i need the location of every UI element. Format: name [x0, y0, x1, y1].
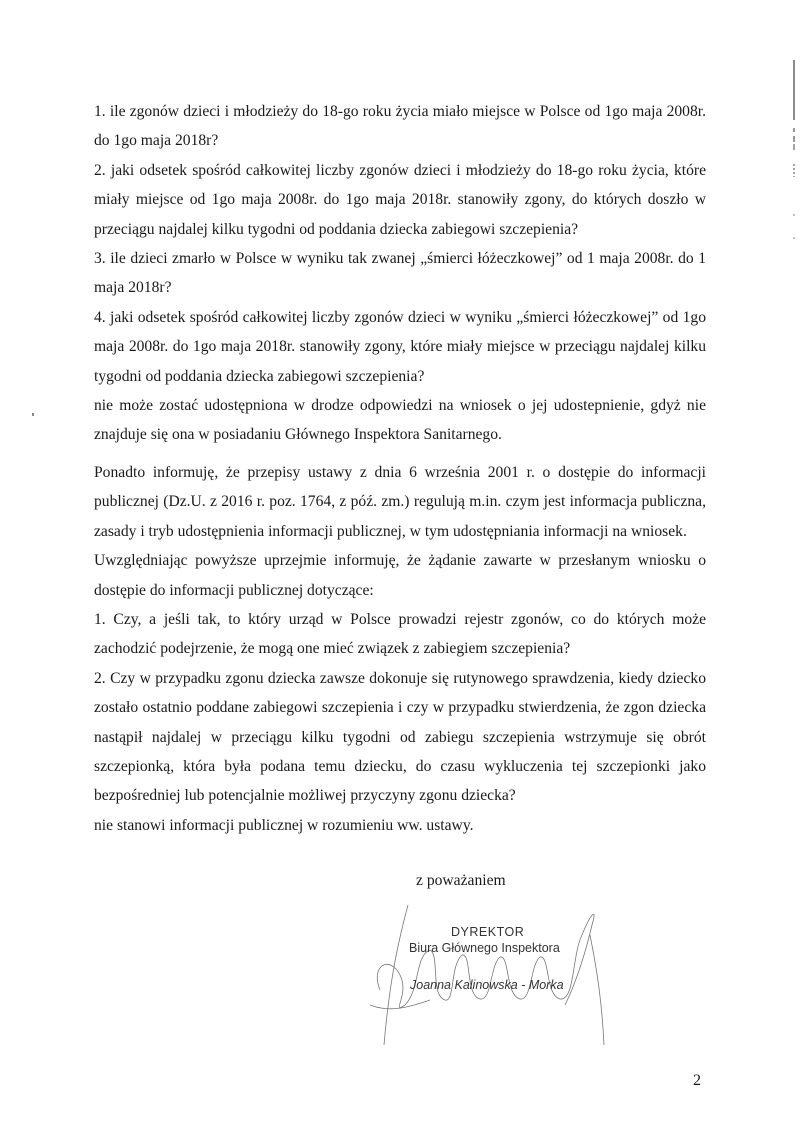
response-statement-1: nie może zostać udostępniona w drodze odpowiedzi na wniosek o jej udostepnienie, gdyż nie znajduje się ona w posiadaniu Głównego Inspektora Sanitarnego. [94, 397, 706, 444]
request-question-2: 2. Czy w przypadku zgonu dziecka zawsze dokonuje się rutynowego sprawdzenia, kiedy dziecko zostało ostatnio poddane zabiegowi szczepienia i czy w przypadku stwierdzenia, że zgon dziecka nastąpił najdalej w przeciągu kilku tygodni od zabiegu szczepienia wstrzymuje się obrót szczepionką, która była podana temu dziecku, do czasu wykluczenia tej szczepionki jako bezpośredniej lub potencjalnie możliwej przyczyny zgonu dziecka? [94, 669, 706, 805]
question-1: 1. ile zgonów dzieci i młodzieży do 18-go roku życia miało miejsce w Polsce od 1go maja 2008r. do 1go maja 2018r? [94, 103, 706, 150]
closing-salutation: z poważaniem [416, 872, 506, 889]
signatory-department: Biura Głównego Inspektora [409, 941, 560, 955]
handwritten-signature [360, 895, 620, 1045]
question-4: 4. jaki odsetek spośród całkowitej liczby zgonów dzieci w wyniku „śmierci łóżeczkowej” od 1go maja 2008r. do 1go maja 2018r. stanowiły zgony, które miały miejsce w przeciągu najdalej kilku tygodni od poddania dziecka zabiegowi szczepienia? [94, 308, 706, 385]
legal-basis-paragraph: Ponadto informuję, że przepisy ustawy z dnia 6 września 2001 r. o dostępie do informacji publicznej (Dz.U. z 2016 r. poz. 1764, z póź. zm.) regulują m.in. czym jest informacja publiczna, zasady i tryb udostępnienia informacji publicznej, w tym udostępniania informacji na wniosek. [94, 464, 706, 540]
request-intro: Uwzględniając powyższe uprzejmie informuję, że żądanie zawarte w przesłanym wniosku o dostępie do informacji publicznej dotyczące: [94, 552, 706, 599]
response-statement-2: nie stanowi informacji publicznej w rozumieniu ww. ustawy. [94, 816, 474, 834]
scan-edge-mark [793, 60, 795, 240]
question-2: 2. jaki odsetek spośród całkowitej liczby zgonów dzieci i młodzieży do 18-go roku życia, które miały miejsce od 1go maja 2008r. do 1go maja 2018r. stanowiły zgony, do których doszło w przeciągu najdalej kilku tygodni od poddania dziecka zabiegowi szczepienia? [94, 161, 706, 238]
question-3: 3. ile dzieci zmarło w Polsce w wyniku tak zwanej „śmierci łóżeczkowej” od 1 maja 2008r. do 1 maja 2018r? [94, 250, 706, 297]
page-number: 2 [693, 1072, 701, 1089]
unavailable-information-section [94, 97, 706, 450]
signatory-name: Joanna Kalinowska - Morka [410, 978, 564, 992]
request-question-1: 1. Czy, a jeśli tak, to który urząd w Polsce prowadzi rejestr zgonów, co do których może zachodzić podejrzenie, że mogą one mieć związek z zabiegiem szczepienia? [94, 611, 706, 658]
signatory-title: DYREKTOR [451, 925, 525, 939]
public-information-section [94, 458, 706, 840]
scan-speck [32, 413, 34, 416]
